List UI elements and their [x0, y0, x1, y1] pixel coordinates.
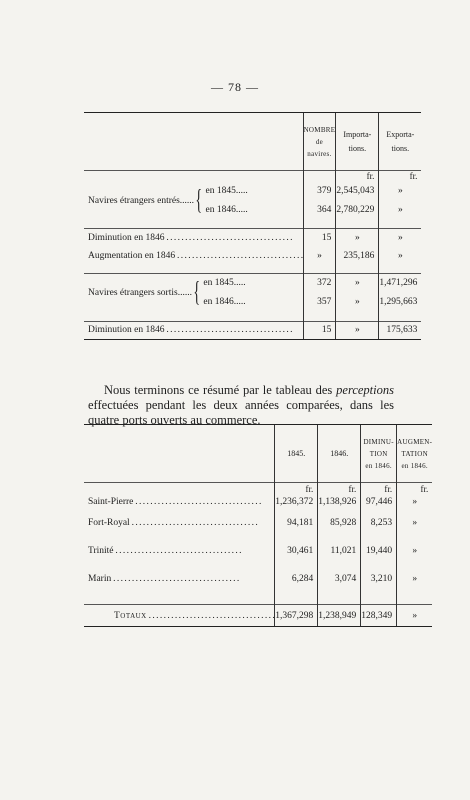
dim-sortis-label-text: Diminution en 1846 [88, 325, 165, 335]
unit-1845: fr. [275, 483, 318, 495]
header-1845: 1845. [275, 425, 318, 483]
header-dim-line2: TION [369, 449, 388, 458]
ships-table-header-row [84, 113, 421, 171]
row-label-marin [84, 565, 275, 593]
perceptions-table [84, 424, 432, 627]
sortis-label-cell: Navires étrangers sortis......{ en 1845..... en 1846..... [84, 274, 303, 313]
header-nombre [303, 113, 336, 171]
entres-1845-nombre: 379 [303, 182, 336, 201]
totals-row [84, 605, 432, 627]
sortis-1845-export: 1,471,296 [379, 274, 422, 293]
header-augmentation [397, 425, 433, 483]
dim-sortis-label [84, 321, 303, 339]
dim-entres-nombre: 15 [303, 229, 336, 247]
totals-dim: 128,349 [361, 605, 397, 627]
page-number: — 78 — [211, 80, 259, 94]
dim-entres-label-text: Diminution en 1846 [88, 232, 165, 243]
unit-row [84, 171, 421, 182]
marin-1845: 6,284 [275, 565, 318, 593]
header-export-line1: Exporta- [386, 129, 415, 139]
dim-entres-label [84, 229, 303, 247]
saint-pierre-1846: 1,138,926 [318, 495, 361, 509]
marin-aug: » [397, 565, 433, 593]
entres-label-cell: Navires étrangers entrés......{ en 1845..... en 1846..... [88, 184, 248, 216]
entres-1846-export: » [379, 201, 422, 220]
saint-pierre-dim: 97,446 [361, 495, 397, 509]
ships-table [84, 112, 421, 340]
totals-label [84, 605, 275, 627]
header-exportations [379, 113, 422, 171]
unit-1846: fr. [318, 483, 361, 495]
entres-1846-nombre: 364 [303, 201, 336, 220]
header-export-line2: tions. [391, 143, 410, 153]
sortis-1845-nombre: 372 [303, 274, 336, 293]
fort-royal-dim: 8,253 [361, 509, 397, 537]
entres-1846-import: 2,780,229 [336, 201, 379, 220]
dim-sortis-nombre: 15 [303, 321, 336, 339]
totals-1846: 1,238,949 [318, 605, 361, 627]
paragraph-italic-word: perceptions [336, 382, 394, 397]
aug-entres-row [84, 247, 421, 265]
table-row [84, 495, 432, 509]
perceptions-unit-row [84, 483, 432, 495]
paragraph-text-after: effectuées pendant les deux années comparées, dans les quatre ports ouverts au commerce. [88, 397, 394, 427]
header-aug-line1: AUGMEN- [397, 437, 433, 446]
header-importations [336, 113, 379, 171]
aug-entres-export: » [379, 247, 422, 265]
sortis-1846-nombre: 357 [303, 293, 336, 312]
fort-royal-1845: 94,181 [275, 509, 318, 537]
paragraph-text-before: Nous terminons ce résumé par le tableau des [104, 382, 337, 397]
header-aug-line2: TATION [401, 449, 428, 458]
sortis-1845-import: » [336, 274, 379, 293]
entres-label: Navires étrangers entrés...... [88, 195, 195, 206]
header-1846: 1846. [318, 425, 361, 483]
table-row [84, 509, 432, 537]
header-nombre-line1: NOMBRE [303, 125, 336, 134]
header-nombre-line3: navires. [307, 149, 332, 158]
row-label-fort-royal [84, 509, 275, 537]
table-row [84, 537, 432, 565]
row-label-text: Marin [88, 573, 112, 584]
unit-export: fr. [379, 171, 422, 182]
totals-1845: 1,367,298 [275, 605, 318, 627]
header-nombre-line2: de [315, 137, 324, 146]
totals-label-text: Totaux [114, 610, 147, 621]
fort-royal-1846: 85,928 [318, 509, 361, 537]
dim-entres-row [84, 229, 421, 247]
trinite-aug: » [397, 537, 433, 565]
sortis-year-1846: en 1846..... [203, 297, 246, 307]
fort-royal-aug: » [397, 509, 433, 537]
row-label-text: Saint-Pierre [88, 496, 134, 507]
sortis-1846-export: 1,295,663 [379, 293, 422, 312]
header-aug-line3: en 1846. [401, 461, 428, 470]
row-label-saint-pierre [84, 495, 275, 509]
entres-year-1846: en 1846..... [205, 204, 248, 215]
header-import-line2: tions. [348, 143, 367, 153]
marin-1846: 3,074 [318, 565, 361, 593]
unit-aug: fr. [397, 483, 433, 495]
entres-1845-export: » [379, 182, 422, 201]
row-label-trinite [84, 537, 275, 565]
entres-row-1845 [84, 182, 421, 201]
dim-entres-import: » [336, 229, 379, 247]
sortis-1846-import: » [336, 293, 379, 312]
entres-1845-import: 2,545,043 [336, 182, 379, 201]
aug-entres-import: 235,186 [336, 247, 379, 265]
dim-sortis-export: 175,633 [379, 321, 422, 339]
header-diminution [361, 425, 397, 483]
sortis-label: Navires étrangers sortis...... [88, 288, 192, 299]
perceptions-header-row [84, 425, 432, 483]
marin-dim: 3,210 [361, 565, 397, 593]
aug-entres-label-text: Augmentation en 1846 [88, 250, 176, 261]
trinite-1846: 11,021 [318, 537, 361, 565]
trinite-dim: 19,440 [361, 537, 397, 565]
entres-year-1845: en 1845..... [205, 185, 248, 196]
dim-sortis-row [84, 321, 421, 339]
trinite-1845: 30,461 [275, 537, 318, 565]
header-dim-line3: en 1846. [365, 461, 392, 470]
dim-sortis-import: » [336, 321, 379, 339]
totals-aug: » [397, 605, 433, 627]
table-row [84, 565, 432, 593]
unit-import: fr. [336, 171, 379, 182]
header-dim-line1: DIMINU- [363, 437, 394, 446]
saint-pierre-1845: 1,236,372 [275, 495, 318, 509]
sortis-row-1845 [84, 274, 421, 293]
saint-pierre-aug: » [397, 495, 433, 509]
dim-entres-export: » [379, 229, 422, 247]
header-import-line1: Importa- [343, 129, 372, 139]
aug-entres-nombre: » [303, 247, 336, 265]
summary-paragraph [88, 383, 394, 428]
aug-entres-label [84, 247, 303, 265]
row-label-text: Trinité [88, 545, 114, 556]
unit-dim: fr. [361, 483, 397, 495]
sortis-year-1845: en 1845..... [203, 278, 246, 288]
row-label-text: Fort-Royal [88, 517, 130, 528]
